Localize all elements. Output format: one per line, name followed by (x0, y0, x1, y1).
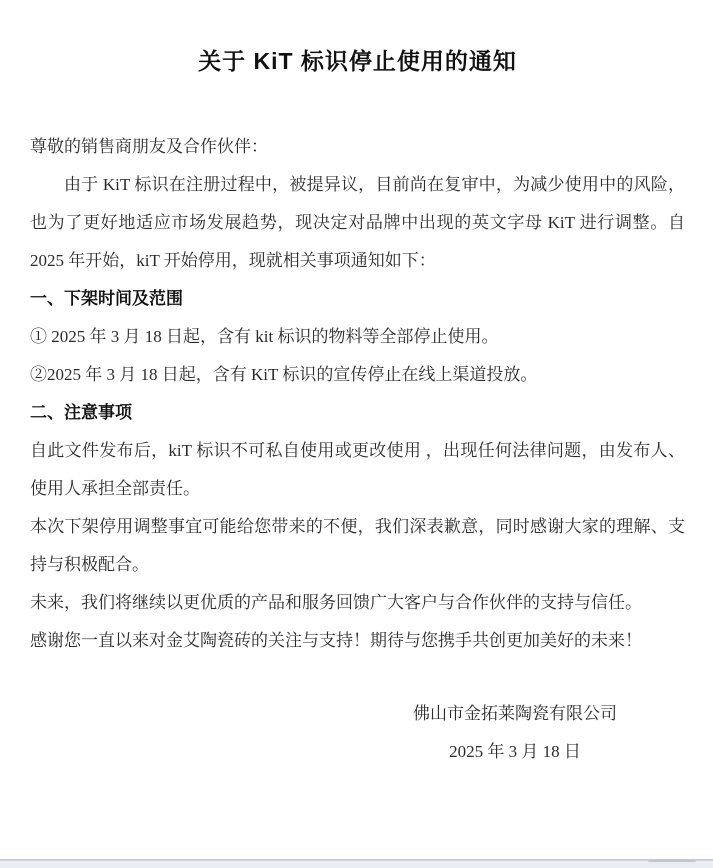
signature-date: 2025 年 3 月 18 日 (449, 742, 581, 761)
taskbar-edge-smudge (648, 859, 696, 862)
future-commitment-paragraph: 未来，我们将继续以更优质的产品和服务回馈广大客户与合作伙伴的支持与信任。 (30, 593, 642, 612)
section-1-item-1: ① 2025 年 3 月 18 日起，含有 kit 标识的物料等全部停止使用。 (30, 327, 499, 346)
signature-company: 佛山市金拓莱陶瓷有限公司 (413, 704, 617, 723)
window-bottom-band (0, 861, 713, 868)
document-title: 关于 KiT 标识停止使用的通知 (198, 48, 517, 74)
salutation: 尊敬的销售商朋友及合作伙伴： (30, 137, 268, 156)
document-body (30, 128, 685, 660)
section-2-heading: 二、注意事项 (30, 403, 132, 422)
apology-paragraph: 本次下架停用调整事宜可能给您带来的不便，我们深表歉意，同时感谢大家的理解、支持与积极配合。 (30, 517, 685, 574)
legal-responsibility-paragraph: 自此文件发布后，kiT 标识不可私自使用或更改使用 ，出现任何法律问题，由发布人、使用人承担全部责任。 (30, 441, 685, 498)
intro-paragraph: 由于 KiT 标识在注册过程中，被提异议，目前尚在复审中，为减少使用中的风险，也为了更好地适应市场发展趋势，现决定对品牌中出现的英文字母 KiT 进行调整。自 2025 年开始，kiT 开始停用，现就相关事项通知如下： (30, 175, 685, 270)
section-1-heading: 一、下架时间及范围 (30, 289, 183, 308)
thanks-paragraph: 感谢您一直以来对金艾陶瓷砖的关注与支持！期待与您携手共创更加美好的未来！ (30, 631, 642, 650)
signature-block (385, 695, 645, 771)
section-1-item-2: ②2025 年 3 月 18 日起，含有 KiT 标识的宣传停止在线上渠道投放。 (30, 365, 538, 384)
